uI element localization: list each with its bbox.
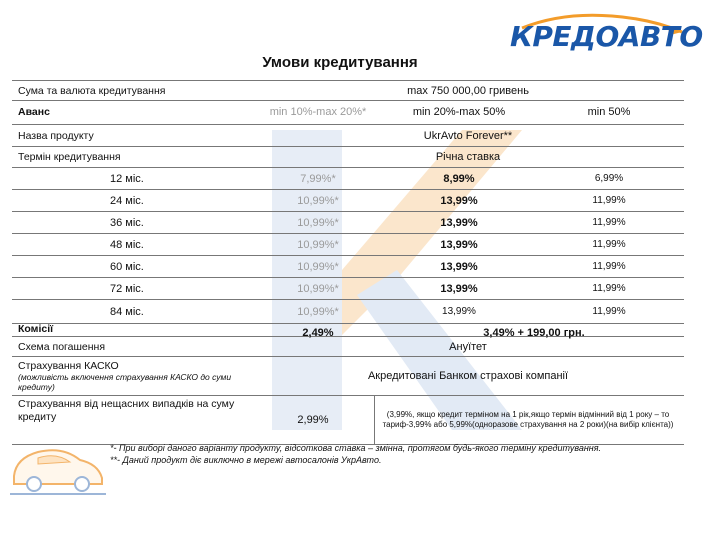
table-row-product [12, 125, 684, 147]
term-cell: 36 міс. [110, 216, 144, 229]
rate-cell: 8,99% [443, 172, 475, 185]
rate-cell: 10,99%* [297, 260, 339, 273]
table-row [12, 212, 684, 234]
term-header-label: Термін кредитування [18, 151, 121, 163]
footnote-2: **- Даний продукт діє виключно в мережі автосалонів УкрАвто. [110, 455, 382, 465]
rate-cell: 10,99%* [297, 305, 339, 318]
rate-cell: 11,99% [592, 261, 626, 272]
rate-cell: 10,99%* [297, 238, 339, 251]
rate-cell: 13,99% [442, 306, 476, 317]
rate-cell: 11,99% [592, 283, 626, 294]
footnote-1: *- При виборі даного варіанту продукту, відсоткова ставка – змінна, протягом будь-якого терміну кредитування. [110, 443, 602, 453]
kasko-label-note: (можливість включення страхування КАСКО до суми кредиту) [18, 372, 232, 392]
amount-value: max 750 000,00 гривень [407, 84, 529, 97]
commission-value-2: 3,49% + 199,00 грн. [483, 327, 585, 339]
car-outline-icon [8, 438, 108, 498]
accident-value-2: (3,99%, якщо кредит терміном на 1 рік,якщо термін відмінний від 1 року – то тариф-3,99% або 5,99%(одноразове страхування на 2 роки)(на вибір клієнта)) [382, 410, 674, 429]
kasko-label-block [18, 357, 238, 395]
table-row [12, 278, 684, 300]
rate-cell: 10,99%* [297, 282, 339, 295]
brand-logo-text: КРЕДОАВТО [510, 20, 703, 53]
page-title: Умови кредитування [262, 54, 418, 71]
term-cell: 60 міс. [110, 260, 144, 273]
term-cell: 84 міс. [110, 305, 144, 318]
advance-label: Аванс [18, 106, 50, 118]
kasko-label: Страхування КАСКО [18, 360, 119, 372]
term-cell: 72 міс. [110, 282, 144, 295]
advance-range-2: min 20%-max 50% [412, 106, 506, 118]
table-row [12, 168, 684, 190]
annual-rate-header: Річна ставка [435, 151, 501, 163]
rate-cell: 10,99%* [297, 216, 339, 229]
accident-separator [374, 396, 375, 444]
brand-logo [492, 10, 704, 60]
product-value: UkrAvto Forever** [423, 129, 513, 142]
table-row-amount [12, 80, 684, 101]
rate-cell: 6,99% [594, 173, 624, 184]
table-row-accident [12, 396, 684, 445]
product-label: Назва продукту [18, 129, 94, 142]
rate-cell: 13,99% [440, 282, 478, 295]
table-row-commission [12, 310, 684, 337]
rate-cell: 11,99% [592, 239, 626, 250]
rate-cell: 13,99% [440, 216, 478, 229]
rate-cell: 13,99% [440, 260, 478, 273]
table-row-term-header [12, 147, 684, 168]
rate-cell: 13,99% [440, 194, 478, 207]
commission-label: Комісії [18, 323, 54, 335]
advance-range-3: min 50% [587, 106, 631, 118]
table-row [12, 190, 684, 212]
footnotes [110, 442, 670, 466]
repayment-label: Схема погашення [18, 340, 106, 353]
commission-value-1: 2,49% [302, 327, 334, 339]
term-cell: 24 міс. [110, 194, 144, 207]
table-row-repayment [12, 337, 684, 357]
term-cell: 48 міс. [110, 238, 144, 251]
advance-range-1: min 10%-max 20%* [269, 106, 367, 118]
table-row [12, 256, 684, 278]
amount-label: Сума та валюта кредитування [18, 84, 166, 97]
kasko-value: Акредитовані Банком страхові компанії [367, 370, 569, 382]
accident-label: Страхування від нещасних випадків на суму кредиту [18, 398, 235, 423]
table-row-advance [12, 100, 684, 125]
rate-cell: 10,99%* [297, 194, 339, 207]
rate-cell: 11,99% [592, 217, 626, 228]
table-row [12, 234, 684, 256]
term-cell: 12 міс. [110, 172, 144, 185]
rate-cell: 7,99%* [300, 172, 336, 185]
rate-cell: 11,99% [592, 195, 626, 206]
table-row-kasko [12, 357, 684, 396]
repayment-value: Ануїтет [449, 340, 487, 353]
accident-value-1: 2,99% [297, 414, 329, 426]
rate-cell: 13,99% [440, 238, 478, 251]
rate-cell: 11,99% [592, 306, 626, 317]
